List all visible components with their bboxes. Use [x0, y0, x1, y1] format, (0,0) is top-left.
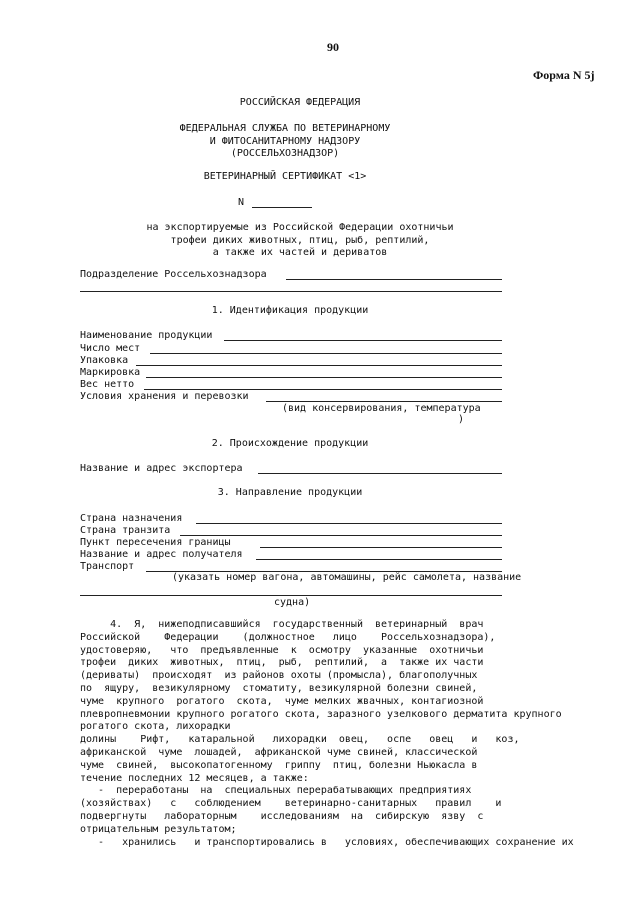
exporter-line: [258, 473, 502, 474]
section-4-line: 4. Я, нижеподписавшийся государственный ветеринарный врач: [80, 619, 484, 630]
field-product-name-line: [224, 340, 502, 341]
country-heading: РОССИЙСКАЯ ФЕДЕРАЦИЯ: [239, 97, 361, 108]
section-4-line: удостоверяю, что предъявленные к осмотру указанные охотничьи: [80, 644, 484, 656]
subdivision-label: Подразделение Россельхознадзора: [80, 269, 267, 280]
section-4-line: подвергнуты лабораторным исследованиям на сибирскую язву с: [80, 810, 484, 822]
section-4-line: трофеи диких животных, птиц, рыб, рептилий, а также их части: [80, 657, 484, 669]
transport-line-2: [80, 595, 502, 596]
page-number: 90: [327, 40, 339, 54]
section-4-line: по ящуру, везикулярному стоматиту, везикулярной болезни свиней,: [80, 682, 478, 694]
section-4-line: отрицательным результатом;: [80, 823, 237, 835]
field-net-weight-line: [144, 389, 502, 390]
storage-note-line-1: (вид консервирования, температура: [282, 403, 481, 414]
field-product-name-label: Наименование продукции: [80, 330, 213, 341]
exporter-label: Название и адрес экспортера: [80, 463, 243, 474]
field-places-line: [150, 353, 502, 354]
certificate-number-line: [252, 207, 312, 208]
agency-line-3: (РОССЕЛЬХОЗНАДЗОР): [230, 148, 340, 159]
section-4-line: - хранились и транспортировались в условиях, обеспечивающих сохранение их: [80, 836, 574, 848]
section-4-line: (дериваты) происходят из районов охоты (промысла), благополучных: [80, 670, 478, 682]
section-4-line: рогатого скота, лихорадки: [80, 721, 231, 733]
field-marking-label: Маркировка: [80, 367, 141, 378]
transport-label: Транспорт: [80, 561, 135, 572]
destination-country-label: Страна назначения: [80, 513, 183, 524]
field-storage-line: [266, 401, 502, 402]
certificate-title: ВЕТЕРИНАРНЫЙ СЕРТИФИКАТ <1>: [203, 171, 367, 182]
field-storage-label: Условия хранения и перевозки: [80, 391, 249, 402]
section-4-line: Российской Федерации (должностное лицо Россельхознадзора),: [80, 631, 496, 643]
section-4-line: чуме свиней, высокопатогенному гриппу птиц, болезни Ньюкасла в: [80, 759, 478, 771]
section-3-title: 3. Направление продукции: [217, 487, 363, 498]
subtitle-line-3: а также их частей и дериватов: [212, 247, 388, 258]
section-4-line: - переработаны на специальных перерабатывающих предприятиях: [80, 785, 472, 797]
recipient-line: [256, 559, 502, 560]
transit-country-line: [180, 535, 502, 536]
field-net-weight-label: Вес нетто: [80, 379, 135, 390]
border-crossing-line: [260, 547, 502, 548]
section-4-line: чуме крупного рогатого скота, чуме мелких жвачных, контагиозной: [80, 695, 484, 707]
section-4-line: течение последних 12 месяцев, а также:: [80, 772, 309, 784]
field-packaging-line: [136, 365, 502, 366]
field-packaging-label: Упаковка: [80, 355, 129, 366]
agency-line-1: ФЕДЕРАЛЬНАЯ СЛУЖБА ПО ВЕТЕРИНАРНОМУ: [179, 123, 391, 134]
recipient-label: Название и адрес получателя: [80, 549, 243, 560]
transport-note-line-2: судна): [274, 597, 311, 608]
section-4-line: долины Рифт, катаральной лихорадки овец, оспе овец и коз,: [80, 734, 520, 746]
agency-line-2: И ФИТОСАНИТАРНОМУ НАДЗОРУ: [209, 136, 361, 147]
destination-country-line: [196, 523, 502, 524]
subtitle-line-2: трофеи диких животных, птиц, рыб, рептилий,: [170, 235, 430, 246]
form-label: Форма N 5j: [533, 68, 595, 82]
field-marking-line: [146, 377, 502, 378]
subdivision-line-2: [80, 291, 502, 292]
section-1-title: 1. Идентификация продукции: [211, 305, 369, 316]
section-4-line: (хозяйствах) с соблюдением ветеринарно-санитарных правил и: [80, 798, 502, 810]
transit-country-label: Страна транзита: [80, 525, 171, 536]
transport-note-line-1: (указать номер вагона, автомашины, рейс самолета, название: [172, 572, 522, 583]
section-2-title: 2. Происхождение продукции: [211, 438, 369, 449]
section-4-line: плевропневмонии крупного рогатого скота, заразного узелкового дерматита крупного: [80, 708, 562, 720]
section-4-line: африканской чуме лошадей, африканской чуме свиней, классической: [80, 746, 478, 758]
border-crossing-label: Пункт пересечения границы: [80, 537, 231, 548]
subdivision-line: [286, 279, 502, 280]
field-places-label: Число мест: [80, 343, 141, 354]
section-4-paragraph: [80, 619, 600, 849]
storage-note-line-2: ): [458, 414, 465, 425]
certificate-number-label: N: [238, 197, 245, 208]
subtitle-line-1: на экспортируемые из Российской Федерации охотничьи: [146, 222, 454, 233]
